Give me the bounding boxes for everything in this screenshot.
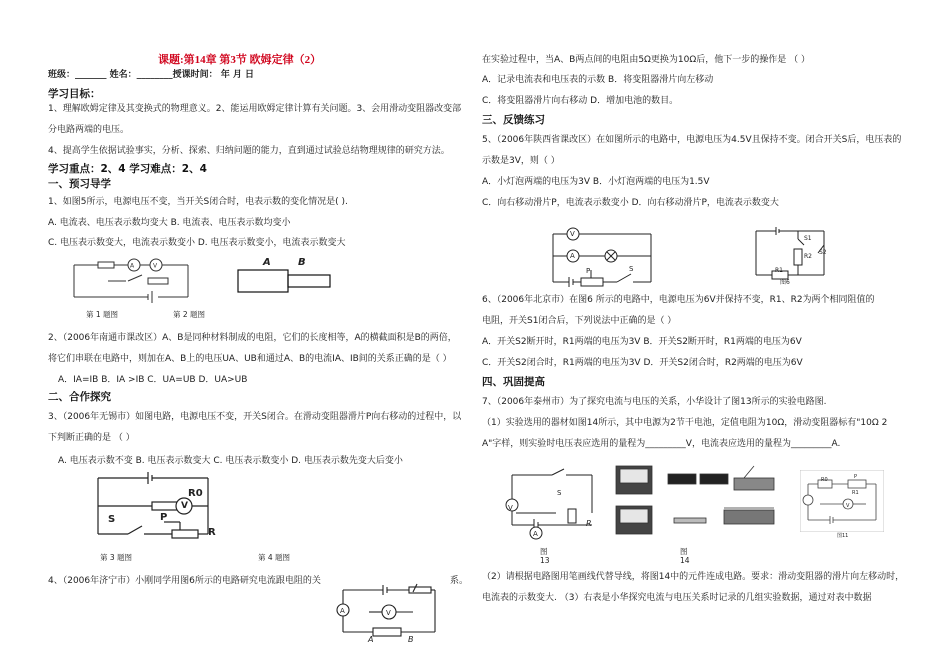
fig15-label-p: P <box>854 474 858 480</box>
fig2-label-b: B <box>298 257 306 268</box>
fig13-label-v: V <box>508 504 513 512</box>
question-5-line-2: 示数是3V，则（ ） <box>482 156 560 166</box>
question-7-line-2: （1）实验选用的器材如图14所示，其中电源为2节干电池，定值电阻为10Ω，滑动变阻器标有"10Ω 2 <box>482 418 888 428</box>
question-7-part2-line-1: （2）请根据电路图用笔画线代替导线，将图14中的元件连成电路。要求：滑动变阻器的滑片向左移动时， <box>482 572 905 582</box>
question-5-line-1: 5、（2006年陕西省课改区）在如图所示的电路中，电源电压为4.5V且保持不变。闭合开关S后，电压表的 <box>482 135 902 145</box>
figure-1-caption: 第 1 题图 <box>86 310 119 319</box>
section-feedback: 三、反馈练习 <box>482 114 545 126</box>
fig6-label-s2: S2 <box>819 249 827 256</box>
fig15-label-r0: R0 <box>821 477 828 483</box>
figure-15-caption: 图11 <box>837 533 849 539</box>
q1-options-ab: A. 电流表、电压表示数均变大 B. 电流表、电压表示数均变小 <box>48 218 291 228</box>
question-7-part2-line-2: 电流表的示数变大. （3）右表是小华探究电流与电压关系时记录的几组实验数据，通过对表中数据 <box>482 593 872 603</box>
fig2-label-a: A <box>263 257 271 268</box>
question-1: 1、如图5所示，电源电压不变，当开关S闭合时，电表示数的变化情况是( ). <box>48 197 348 207</box>
figure-1-circuit <box>68 253 208 305</box>
fig6-label-r1: R1 <box>775 267 783 274</box>
question-7-line-3: A"字样，则实验时电压表应选用的量程为_________V，电流表应选用的量程为_________A. <box>482 439 841 449</box>
fig3-label-p: P <box>160 512 168 523</box>
section-preview: 一、预习导学 <box>48 178 111 190</box>
question-4-tail: 系。 <box>450 576 469 586</box>
question-3-line-2: 下判断正确的是 （ ） <box>48 433 135 443</box>
question-2-line-1: 2、（2006年南通市课改区）A、B是同种材料制成的电阻，它们的长度相等，A的横截面积是B的两倍， <box>48 333 457 343</box>
fig13-label-s: S <box>557 489 562 497</box>
fig4-label-b: B <box>408 635 414 644</box>
class-info-line: 班级：_______ 姓名：________授课时间： 年 月 日 <box>48 70 255 80</box>
fig4-label-ammeter: A <box>340 607 345 615</box>
fig13-label-a: A <box>533 530 538 538</box>
section-explore: 二、合作探究 <box>48 391 111 403</box>
figure-2-conductors <box>233 256 333 301</box>
lesson-title: 课题:第14章 第3节 欧姆定律（2） <box>158 54 322 66</box>
goal-line-1: 1、理解欧姆定律及其变换式的物理意义。2、能运用欧姆定律计算有关问题。3、会用滑动变阻器改变部 <box>48 104 462 114</box>
q6-options-ab: A．开关S2断开时，R1两端的电压为3V B．开关S2断开时，R1两端的电压为6V <box>482 337 802 347</box>
figure-5-circuit <box>547 222 667 288</box>
figure-6-caption: 图6 <box>780 279 790 286</box>
q4-options-cd: C．将变阻器滑片向右移动 D．增加电池的数目。 <box>482 96 679 106</box>
q1-options-cd: C. 电压表示数变大，电流表示数变小 D. 电压表示数变小，电流表示数变大 <box>48 238 346 248</box>
fig4-label-voltmeter: V <box>386 609 391 617</box>
fig4-label-a: A <box>368 635 374 644</box>
fig3-label-r: R <box>208 527 216 538</box>
goals-heading: 学习目标： <box>48 88 101 100</box>
fig5-label-s: S <box>629 265 634 273</box>
fig3-label-r0: R0 <box>188 488 203 499</box>
question-6-line-2: 电阻，开关S1闭合后，下列说法中正确的是（ ） <box>482 316 677 326</box>
figure-14-equipment <box>614 462 794 542</box>
svg-text:A: A <box>130 262 135 270</box>
q2-options: A．IA=IB B．IA >IB C．UA=UB D．UA>UB <box>58 375 248 385</box>
question-7-line-1: 7、（2006年泰州市）为了探究电流与电压的关系，小华设计了图13所示的实验电路图. <box>482 397 827 407</box>
fig3-label-s: S <box>108 514 116 525</box>
fig6-label-s1: S1 <box>804 235 812 242</box>
svg-text:V: V <box>153 262 158 270</box>
fig6-label-r2: R2 <box>804 253 812 260</box>
question-2-line-2: 将它们串联在电路中，则加在A、B上的电压UA、UB和通过A、B的电流IA、IB间的关系正确的是（ ） <box>48 354 452 364</box>
fig15-label-v: V <box>846 503 850 509</box>
key-points: 学习重点：2、4 学习难点：2、4 <box>48 163 207 175</box>
goal-line-3: 4、提高学生依据试验事实，分析、探索、归纳问题的能力，直到通过试验总结物理规律的研究方法。 <box>48 146 450 156</box>
figure-14-caption: 图 14 <box>680 547 690 565</box>
figure-15-circuit <box>800 470 884 532</box>
q3-options: A. 电压表示数不变 B. 电压表示数变大 C. 电压表示数变小 D. 电压表示数先变大后变小 <box>58 456 403 466</box>
fig5-label-v: V <box>570 230 575 238</box>
question-6-line-1: 6、（2006年北京市）在图6 所示的电路中，电源电压为6V并保持不变，R1、R2为两个相同阻值的 <box>482 295 875 305</box>
goal-line-2: 分电路两端的电压。 <box>48 125 130 135</box>
fig3-label-v: V <box>181 501 188 511</box>
fig13-label-r: R <box>586 519 592 528</box>
q6-options-cd: C．开关S2闭合时，R1两端的电压为3V D．开关S2闭合时，R2两端的电压为6V <box>482 358 803 368</box>
fig5-label-p: P <box>586 267 591 275</box>
figure-13-caption: 图 13 <box>540 547 550 565</box>
section-consolidate: 四、巩固提高 <box>482 376 545 388</box>
q4-continued: 在实验过程中，当A、B两点间的电阻由5Ω更换为10Ω后，他下一步的操作是 （ ） <box>482 55 810 65</box>
fig15-label-r1: R1 <box>852 490 859 496</box>
figure-4-caption: 第 4 题图 <box>258 553 291 562</box>
fig5-label-a: A <box>570 252 575 260</box>
figure-2-caption: 第 2 题图 <box>173 310 206 319</box>
question-4: 4、（2006年济宁市）小刚同学用图6所示的电路研究电流跟电阻的关 <box>48 576 321 586</box>
q5-options-cd: C．向右移动滑片P，电流表示数变小 D．向右移动滑片P，电流表示数变大 <box>482 198 779 208</box>
question-3-line-1: 3、（2006年无锡市）如图电路，电源电压不变，开关S闭合。在滑动变阻器滑片P向右移动的过程中，以 <box>48 412 462 422</box>
figure-3-caption: 第 3 题图 <box>100 553 133 562</box>
q4-options-ab: A．记录电流表和电压表的示数 B．将变阻器滑片向左移动 <box>482 75 714 85</box>
figure-3-circuit <box>88 470 228 542</box>
q5-options-ab: A．小灯泡两端的电压为3V B．小灯泡两端的电压为1.5V <box>482 177 710 187</box>
